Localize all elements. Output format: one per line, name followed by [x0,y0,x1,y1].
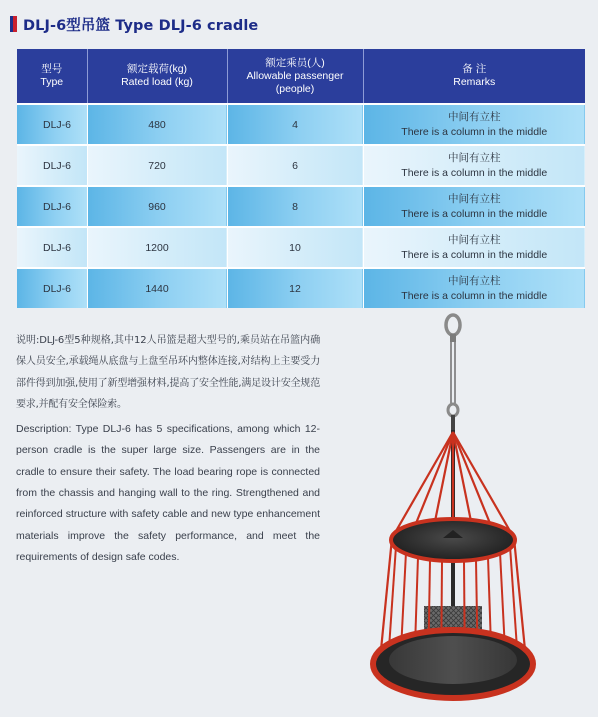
table-header-row [17,49,585,104]
header-rated-load: 额定载荷(kg) Rated load (kg) [87,49,227,104]
cell-load: 720 [87,145,227,186]
cradle-illustration [366,308,598,717]
header-type: 型号 Type [17,49,87,104]
cell-remark: 中间有立柱 There is a column in the middle [363,186,585,227]
cell-load: 1200 [87,227,227,268]
cell-load: 1440 [87,268,227,308]
cell-people: 8 [227,186,363,227]
cell-remark: 中间有立柱 There is a column in the middle [363,145,585,186]
table-row [17,227,585,268]
cell-people: 12 [227,268,363,308]
table-row [17,145,585,186]
cell-remark: 中间有立柱 There is a column in the middle [363,104,585,145]
header-passenger: 额定乘员(人) Allowable passenger (people) [227,49,363,104]
upper-deck [391,519,515,561]
title-text: DLJ-6型吊篮 Type DLJ-6 cradle [23,17,259,34]
cell-type: DLJ-6 [17,145,87,186]
cell-remark: 中间有立柱 There is a column in the middle [363,227,585,268]
cell-people: 6 [227,145,363,186]
spec-table [17,49,585,308]
cell-load: 480 [87,104,227,145]
cell-remark: 中间有立柱 There is a column in the middle [363,268,585,308]
cell-people: 4 [227,104,363,145]
cell-type: DLJ-6 [17,104,87,145]
title-marker-icon [10,16,17,32]
description-cn: 说明:DLJ-6型5种规格,其中12人吊篮是超大型号的,乘员站在吊篮内确保人员安全,承载绳从底盘与上盘至吊环内整体连接,对结构上主要受力部件得到加强,使用了新型增强材料,提高了安全性能,满足设计安全规范要求,并配有安全保险索。 [16,335,320,410]
table-row [17,268,585,308]
cell-people: 10 [227,227,363,268]
description-en: Description: Type DLJ-6 has 5 specifications, among which 12-person cradle is the super large size. Passengers are in the cradle to ensure their safety. The load bearing rope is connected from the chassis and hanging wall to the ring. Strengthened and reinforced structure with safety cable and new type enhancement materials improve the safety performance, and meet the requirements of design safe codes. [16,423,320,563]
wire-rope [448,342,458,431]
description [16,330,320,568]
header-remarks: 备 注 Remarks [363,49,585,104]
hanging-ring-icon [446,315,460,342]
cell-type: DLJ-6 [17,186,87,227]
table-row [17,104,585,145]
cell-type: DLJ-6 [17,268,87,308]
bottom-deck [373,630,533,698]
cell-type: DLJ-6 [17,227,87,268]
cell-load: 960 [87,186,227,227]
table-row [17,186,585,227]
page-title [10,14,258,34]
